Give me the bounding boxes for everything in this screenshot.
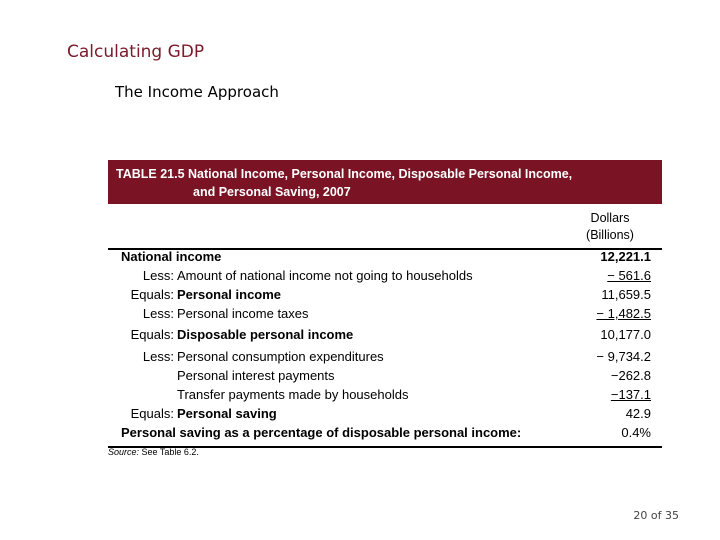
table-source-note xyxy=(108,447,199,457)
row-value: 11,659.5 xyxy=(601,287,651,302)
table-row xyxy=(108,268,662,287)
row-value: 42.9 xyxy=(625,406,651,421)
slide-title: Calculating GDP xyxy=(67,42,205,62)
column-header xyxy=(570,210,650,244)
table-caption xyxy=(108,160,662,204)
row-value: − 1,482.5 xyxy=(596,306,651,321)
table-row xyxy=(108,368,662,387)
source-text: See Table 6.2. xyxy=(139,447,199,457)
row-desc: Disposable personal income xyxy=(177,327,354,342)
row-lead: National income xyxy=(121,249,222,264)
row-value: −262.8 xyxy=(610,368,651,383)
row-lead: Less: xyxy=(142,349,174,364)
row-value: −137.1 xyxy=(610,387,651,402)
row-lead: Less: xyxy=(142,268,174,283)
row-lead: Less: xyxy=(142,306,174,321)
table-row xyxy=(108,306,662,325)
column-header-line2: (Billions) xyxy=(586,228,634,242)
row-value: − 561.6 xyxy=(607,268,651,283)
row-desc: Personal consumption expenditures xyxy=(177,349,384,364)
table-row xyxy=(108,425,662,444)
row-lead: Equals: xyxy=(130,327,174,342)
row-value: − 9,734.2 xyxy=(596,349,651,364)
row-lead: Personal saving as a percentage of disposable personal income: xyxy=(121,425,522,440)
slide-subtitle: The Income Approach xyxy=(115,83,279,101)
row-value: 10,177.0 xyxy=(600,327,651,342)
source-label: Source: xyxy=(108,447,140,457)
row-desc: Personal interest payments xyxy=(177,368,335,383)
page-number: 20 of 35 xyxy=(633,509,679,522)
table-caption-line1: TABLE 21.5 National Income, Personal Income, Disposable Personal Income, xyxy=(116,167,573,181)
table-row xyxy=(108,287,662,306)
row-lead: Equals: xyxy=(130,287,174,302)
row-desc: Personal income taxes xyxy=(177,306,309,321)
table-row xyxy=(108,406,662,425)
table-row xyxy=(108,327,662,346)
row-desc: Transfer payments made by households xyxy=(177,387,409,402)
table-row xyxy=(108,349,662,368)
row-lead: Equals: xyxy=(130,406,174,421)
table-row-national-income xyxy=(108,249,662,268)
table-row xyxy=(108,387,662,406)
row-desc: Personal income xyxy=(177,287,282,302)
column-header-line1: Dollars xyxy=(590,211,630,225)
row-value: 0.4% xyxy=(621,425,651,440)
row-desc: Personal saving xyxy=(177,406,277,421)
row-value: 12,221.1 xyxy=(600,249,651,264)
row-desc: Amount of national income not going to households xyxy=(177,268,473,283)
table-caption-line2: and Personal Saving, 2007 xyxy=(193,185,351,199)
